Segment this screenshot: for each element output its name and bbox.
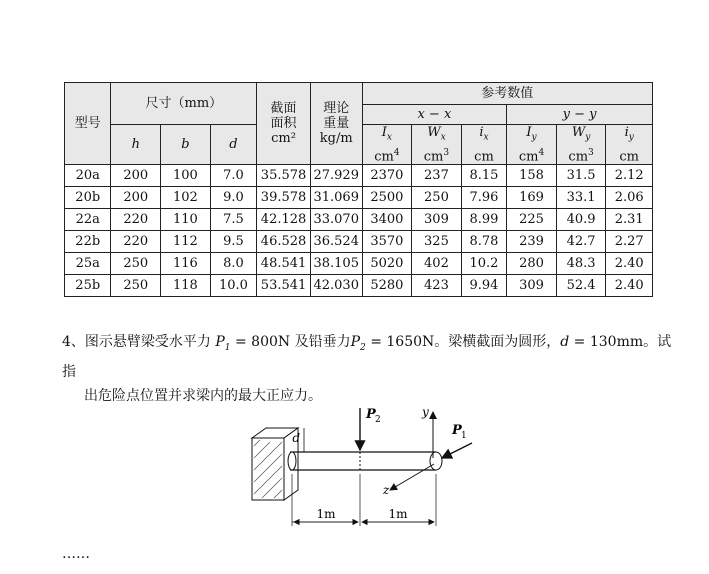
table-cell: 2.40 xyxy=(606,274,653,296)
table-cell: 31.069 xyxy=(310,186,362,208)
table-cell: 250 xyxy=(412,186,462,208)
table-cell: 3570 xyxy=(362,230,412,252)
table-cell: 225 xyxy=(507,208,557,230)
col-unit: cm xyxy=(568,148,589,164)
label-d: d xyxy=(292,431,300,445)
problem-line1 xyxy=(62,330,672,384)
table-cell: 10.0 xyxy=(210,274,257,296)
table-cell: 8.99 xyxy=(461,208,506,230)
header-area-unit: cm² xyxy=(271,130,296,146)
table-cell: 423 xyxy=(412,274,462,296)
table-cell: 31.5 xyxy=(556,164,606,186)
table-cell: 9.0 xyxy=(210,186,257,208)
col-subscript: x xyxy=(440,132,446,143)
table-cell: 402 xyxy=(412,252,462,274)
header-reference: 参考数值 xyxy=(362,83,652,105)
header-yy: y − y xyxy=(507,105,653,125)
label-P1: P xyxy=(452,423,462,438)
col-unit: cm xyxy=(423,148,444,164)
var-d: d xyxy=(560,334,570,350)
header-xx: x − x xyxy=(362,105,507,125)
col-subscript: y xyxy=(585,132,591,143)
problem-text2: 及铅垂力 xyxy=(294,334,351,350)
table-cell: 8.0 xyxy=(210,252,257,274)
table-cell: 53.541 xyxy=(257,274,311,296)
header-model: 型号 xyxy=(65,83,111,165)
header-area xyxy=(257,83,311,165)
table-cell: 112 xyxy=(161,230,211,252)
table-cell: 100 xyxy=(161,164,211,186)
table-cell: 250 xyxy=(111,274,161,296)
col-power: 3 xyxy=(588,147,594,158)
label-P2-sub: 2 xyxy=(375,415,381,425)
col-symbol: W xyxy=(427,125,441,140)
col-symbol: W xyxy=(571,125,586,140)
problem-number: 4、 xyxy=(62,334,85,350)
table-cell: 169 xyxy=(507,186,557,208)
problem-line2: 出危险点位置并求梁内的最大正应力。 xyxy=(84,387,322,404)
problem-text4: 。试指 xyxy=(62,334,672,380)
table-cell: 48.3 xyxy=(556,252,606,274)
header-weight-unit: kg/m xyxy=(319,130,353,146)
beam xyxy=(288,452,442,470)
table-row xyxy=(65,252,653,274)
table-cell: 5280 xyxy=(362,274,412,296)
col-unit: cm xyxy=(619,148,639,164)
header-col-0 xyxy=(362,125,412,165)
header-col-3 xyxy=(507,125,557,165)
table-cell: 110 xyxy=(161,208,211,230)
label-P1-sub: 1 xyxy=(461,431,467,441)
table-cell: 46.528 xyxy=(257,230,311,252)
table-cell: 9.5 xyxy=(210,230,257,252)
table-cell: 38.105 xyxy=(310,252,362,274)
table-cell: 20b xyxy=(65,186,111,208)
force-P1-arrow xyxy=(442,443,472,458)
col-power: 4 xyxy=(393,147,400,158)
table-cell: 2.40 xyxy=(606,252,653,274)
table-cell: 27.929 xyxy=(310,164,362,186)
table-cell: 22b xyxy=(65,230,111,252)
col-symbol: I xyxy=(526,125,532,140)
table-cell: 8.78 xyxy=(461,230,506,252)
table-cell: 40.9 xyxy=(556,208,606,230)
header-h: h xyxy=(111,125,161,165)
table-cell: 52.4 xyxy=(556,274,606,296)
col-subscript: x xyxy=(386,132,392,143)
col-symbol: i xyxy=(479,125,484,140)
table-cell: 3400 xyxy=(362,208,412,230)
header-area-line2: 面积 xyxy=(270,115,297,131)
z-axis-arrow xyxy=(390,464,434,490)
header-col-4 xyxy=(556,125,606,165)
table-cell: 42.7 xyxy=(556,230,606,252)
value-P2: = 1650N xyxy=(365,334,435,350)
table-cell: 2.31 xyxy=(606,208,653,230)
table-row xyxy=(65,230,653,252)
steel-section-table xyxy=(64,82,653,297)
value-P1: = 800N xyxy=(230,334,291,350)
col-subscript: y xyxy=(531,132,537,143)
table-cell: 48.541 xyxy=(257,252,311,274)
table-cell: 39.578 xyxy=(257,186,311,208)
col-unit: cm xyxy=(474,148,494,164)
table-cell: 8.15 xyxy=(461,164,506,186)
table-cell: 220 xyxy=(111,208,161,230)
table-cell: 22a xyxy=(65,208,111,230)
table-cell: 33.1 xyxy=(556,186,606,208)
var-P2-sub: 2 xyxy=(360,342,366,353)
table-cell: 118 xyxy=(161,274,211,296)
table-cell: 2370 xyxy=(362,164,412,186)
table-cell: 200 xyxy=(111,164,161,186)
table-cell: 280 xyxy=(507,252,557,274)
var-P1-sub: 1 xyxy=(224,342,231,353)
table-cell: 42.030 xyxy=(310,274,362,296)
header-b: b xyxy=(161,125,211,165)
col-power: 4 xyxy=(538,147,545,158)
table-cell: 309 xyxy=(412,208,462,230)
table-cell: 25a xyxy=(65,252,111,274)
table-cell: 20a xyxy=(65,164,111,186)
header-col-2 xyxy=(461,125,506,165)
table-row xyxy=(65,208,653,230)
col-symbol: i xyxy=(624,125,629,140)
dim-left-label: 1m xyxy=(316,507,336,521)
label-y: y xyxy=(422,405,429,419)
table-cell: 9.94 xyxy=(461,274,506,296)
table-cell: 42.128 xyxy=(257,208,311,230)
length-dimensions xyxy=(292,474,436,526)
table-cell: 116 xyxy=(161,252,211,274)
table-cell: 2.06 xyxy=(606,186,653,208)
col-unit: cm xyxy=(374,148,394,164)
value-d: = 130mm xyxy=(569,334,644,350)
ellipsis: …… xyxy=(62,546,90,562)
table-row xyxy=(65,274,653,296)
table-row xyxy=(65,164,653,186)
table-cell: 35.578 xyxy=(257,164,311,186)
table-cell: 309 xyxy=(507,274,557,296)
col-symbol: I xyxy=(381,125,387,140)
table-cell: 36.524 xyxy=(310,230,362,252)
header-weight-line1: 理论 xyxy=(323,100,350,116)
problem-text xyxy=(62,330,672,408)
header-size: 尺寸（mm） xyxy=(111,83,257,125)
var-P2: P xyxy=(350,334,361,350)
table-cell: 220 xyxy=(111,230,161,252)
table-cell: 250 xyxy=(111,252,161,274)
table-cell: 7.5 xyxy=(210,208,257,230)
table-cell: 7.0 xyxy=(210,164,257,186)
problem-text1: 图示悬臂梁受水平力 xyxy=(84,334,211,350)
col-unit: cm xyxy=(518,148,539,164)
table-cell: 239 xyxy=(507,230,557,252)
table-cell: 200 xyxy=(111,186,161,208)
header-weight-line2: 重量 xyxy=(323,115,350,131)
col-power: 3 xyxy=(443,147,450,158)
col-subscript: y xyxy=(628,132,634,143)
table-cell: 2.27 xyxy=(606,230,653,252)
table-cell: 33.070 xyxy=(310,208,362,230)
header-weight xyxy=(310,83,362,165)
header-area-line1: 截面 xyxy=(270,100,297,116)
table-cell: 10.2 xyxy=(461,252,506,274)
table-cell: 2.12 xyxy=(606,164,653,186)
col-subscript: x xyxy=(483,132,489,143)
problem-text3: 。梁横截面为圆形， xyxy=(434,334,561,350)
header-d: d xyxy=(210,125,257,165)
var-P1: P xyxy=(215,334,225,350)
dim-right-label: 1m xyxy=(388,507,408,521)
table-cell: 7.96 xyxy=(461,186,506,208)
table-cell: 5020 xyxy=(362,252,412,274)
label-P2: P xyxy=(366,407,376,422)
table-cell: 158 xyxy=(507,164,557,186)
table-cell: 102 xyxy=(161,186,211,208)
table-cell: 237 xyxy=(412,164,462,186)
table-cell: 2500 xyxy=(362,186,412,208)
header-col-1 xyxy=(412,125,462,165)
table-row xyxy=(65,186,653,208)
table-cell: 325 xyxy=(412,230,462,252)
header-col-5 xyxy=(606,125,653,165)
table-cell: 25b xyxy=(65,274,111,296)
label-z: z xyxy=(383,483,390,497)
cantilever-figure xyxy=(240,398,480,533)
